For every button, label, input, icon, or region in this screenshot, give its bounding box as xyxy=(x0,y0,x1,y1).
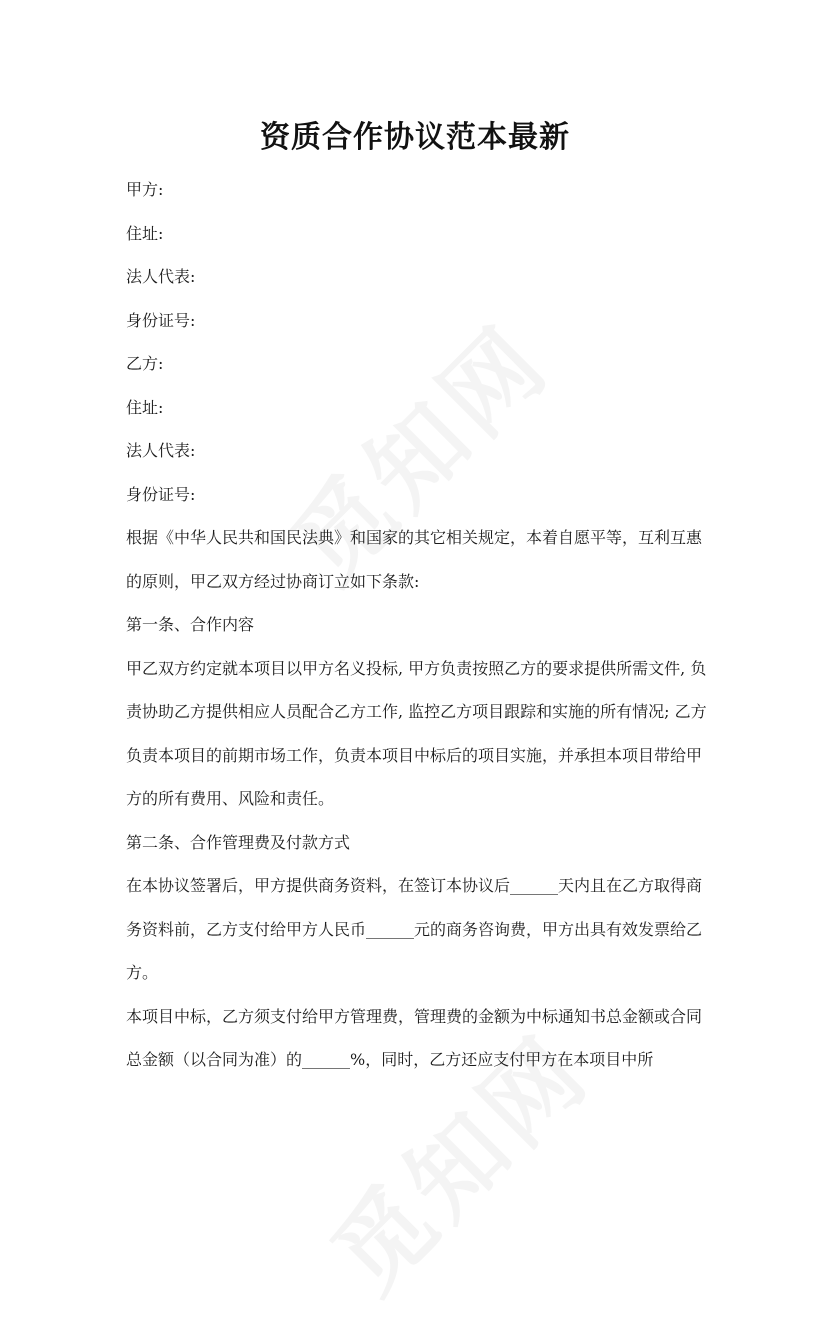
party-b-representative: 法人代表: xyxy=(126,441,196,460)
article-2-paragraph-1: 在本协议签署后，甲方提供商务资料，在签订本协议后______天内且在乙方取得商务资料前，乙方支付给甲方人民币______元的商务咨询费，甲方出具有效发票给乙方。 xyxy=(126,876,703,982)
article-2-paragraph-2: 本项目中标，乙方须支付给甲方管理费，管理费的金额为中标通知书总金额或合同总金额（以合同为准）的______%，同时，乙方还应支付甲方在本项目中所 xyxy=(126,1006,703,1069)
party-a-label: 甲方: xyxy=(126,180,164,199)
party-b-id-number: 身份证号: xyxy=(126,484,196,504)
party-b-address: 住址: xyxy=(126,397,164,417)
preamble-paragraph: 根据《中华人民共和国民法典》和国家的其它相关规定，本着自愿平等，互利互惠的原则，甲乙双方经过协商订立如下条款: xyxy=(126,528,703,591)
article-2-heading: 第二条、合作管理费及付款方式 xyxy=(126,832,351,852)
party-b-label: 乙方: xyxy=(126,354,164,373)
party-a-representative: 法人代表: xyxy=(126,267,196,286)
document-body xyxy=(126,168,716,1082)
article-1-paragraph: 甲乙双方约定就本项目以甲方名义投标, 甲方负责按照乙方的要求提供所需文件, 负责协助乙方提供相应人员配合乙方工作, 监控乙方项目跟踪和实施的所有情况; 乙方负责本项目的前期市场工作，负责本项目中标后的项目实施，并承担本项目带给甲方的所有费用、风险和责任。 xyxy=(126,658,707,808)
party-a-id-number: 身份证号: xyxy=(126,310,196,330)
document-title: 资质合作协议范本最新 xyxy=(260,120,570,155)
article-1-heading: 第一条、合作内容 xyxy=(126,615,255,634)
party-a-address: 住址: xyxy=(126,223,164,243)
